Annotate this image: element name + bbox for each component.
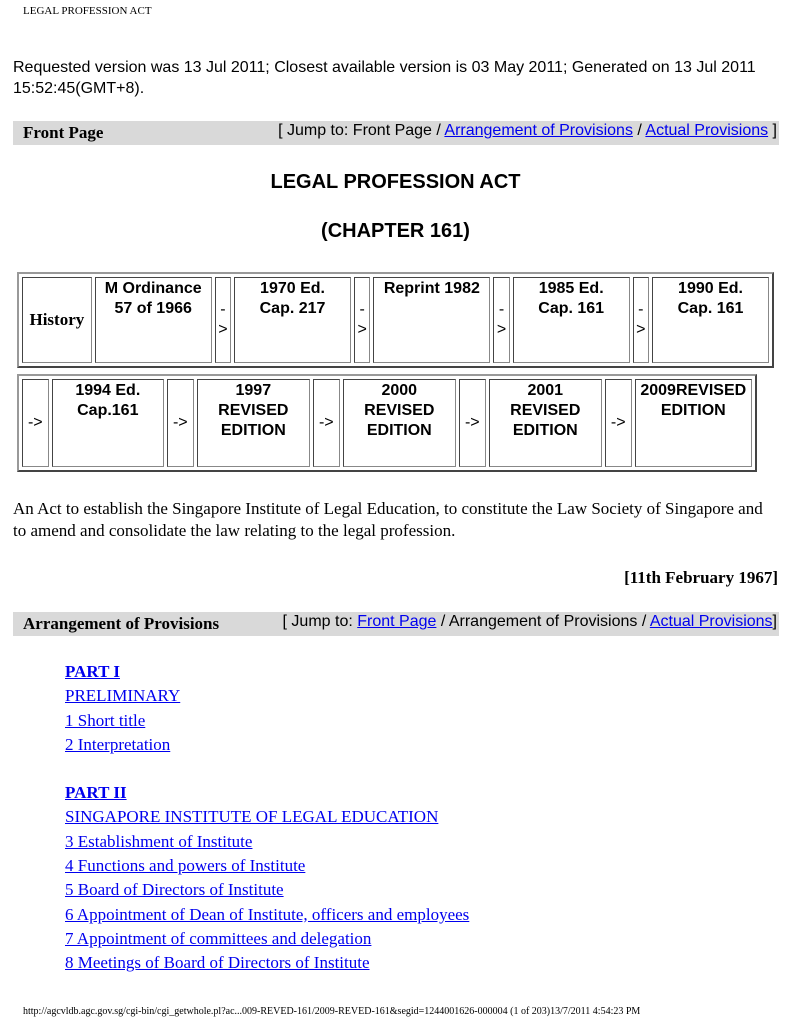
table-of-contents bbox=[65, 660, 765, 976]
arrow-part: - bbox=[638, 301, 644, 318]
history-entry-line: Cap.161 bbox=[77, 402, 139, 419]
history-arrow bbox=[215, 277, 231, 363]
jump-sep: / bbox=[436, 613, 449, 630]
history-table-1 bbox=[17, 272, 774, 368]
history-entry-line: EDITION bbox=[512, 422, 578, 439]
history-entry bbox=[373, 277, 490, 363]
front-jump-nav bbox=[278, 122, 777, 140]
jump-actual-provisions-link[interactable]: Actual Provisions bbox=[645, 122, 769, 139]
arrow-part: - bbox=[498, 301, 505, 318]
history-entry-line: 1990 Ed. bbox=[678, 280, 743, 297]
jump-front-page-current: Front Page bbox=[352, 122, 432, 139]
arrow-part: > bbox=[218, 321, 228, 338]
history-entry-line: EDITION bbox=[660, 402, 726, 419]
history-entry-line: 2009REVISED bbox=[640, 382, 747, 399]
history-entry bbox=[635, 379, 752, 467]
print-footer-url: http://agcvldb.agc.gov.sg/cgi-bin/cgi_getwhole.pl?ac...009-REVED-161/2009-REVED-161&segid=1244001626-000004 (1 of 203)13/7/2011 4:54:23 PM bbox=[23, 1006, 641, 1017]
arrangement-jump-nav bbox=[283, 613, 777, 631]
arrangement-heading: Arrangement of Provisions bbox=[23, 614, 220, 633]
jump-close: ] bbox=[768, 122, 777, 139]
toc-section-4-link[interactable]: 4 Functions and powers of Institute bbox=[65, 856, 306, 876]
history-entry-line: REVISED bbox=[510, 402, 581, 419]
toc-part-2-title-link[interactable]: SINGAPORE INSTITUTE OF LEGAL EDUCATION bbox=[65, 807, 439, 827]
version-note: Requested version was 13 Jul 2011; Closest available version is 03 May 2011; Generated on 13 Jul 2011 15:52:45(GMT+8). bbox=[13, 59, 756, 97]
arrangement-bar bbox=[13, 612, 779, 636]
toc-section-6-link[interactable]: 6 Appointment of Dean of Institute, officers and employees bbox=[65, 904, 470, 924]
history-entry-line: 57 of 1966 bbox=[114, 300, 192, 317]
toc-part-1-link[interactable]: PART I bbox=[65, 662, 120, 681]
jump-arrangement-current: Arrangement of Provisions bbox=[448, 613, 638, 630]
commencement-date: [11th February 1967] bbox=[624, 568, 778, 587]
jump-label: [ Jump to: bbox=[282, 613, 358, 630]
toc-section-8-link[interactable]: 8 Meetings of Board of Directors of Institute bbox=[65, 953, 370, 973]
jump-sep: / bbox=[431, 122, 445, 139]
toc-section-2-link[interactable]: 2 Interpretation bbox=[65, 734, 171, 754]
history-arrow bbox=[354, 277, 370, 363]
history-arrow bbox=[493, 277, 509, 363]
history-arrow: -> bbox=[459, 379, 486, 467]
arrow-part: > bbox=[357, 321, 367, 338]
history-entry bbox=[652, 277, 769, 363]
history-entry bbox=[197, 379, 310, 467]
history-entry-line: M Ordinance bbox=[104, 280, 202, 297]
jump-actual-provisions-link[interactable]: Actual Provisions bbox=[649, 613, 773, 630]
jump-arrangement-link[interactable]: Arrangement of Provisions bbox=[444, 122, 633, 139]
history-arrow: -> bbox=[167, 379, 194, 467]
history-entry bbox=[343, 379, 456, 467]
history-entry-line: EDITION bbox=[220, 422, 286, 439]
front-page-bar bbox=[13, 121, 779, 145]
history-entry bbox=[95, 277, 212, 363]
history-entry-line: 1997 bbox=[235, 382, 272, 399]
history-entry-line: 2001 bbox=[527, 382, 564, 399]
chapter-title: (CHAPTER 161) bbox=[321, 220, 470, 242]
history-entry-line: EDITION bbox=[366, 422, 432, 439]
jump-close: ] bbox=[772, 613, 777, 630]
history-arrow: -> bbox=[313, 379, 340, 467]
toc-section-7-link[interactable]: 7 Appointment of committees and delegation bbox=[65, 928, 372, 948]
arrow-part: > bbox=[636, 321, 646, 338]
toc-part-2-link[interactable]: PART II bbox=[65, 783, 127, 803]
history-entry-line: 2000 bbox=[381, 382, 418, 399]
arrow-part: - bbox=[220, 301, 226, 318]
arrow-part: > bbox=[496, 321, 507, 338]
history-entry bbox=[489, 379, 602, 467]
history-table-2 bbox=[17, 374, 757, 472]
history-arrow: -> bbox=[605, 379, 632, 467]
history-entry-line: 1985 Ed. bbox=[538, 280, 604, 297]
toc-section-5-link[interactable]: 5 Board of Directors of Institute bbox=[65, 880, 284, 900]
history-entry bbox=[234, 277, 351, 363]
print-header-title: LEGAL PROFESSION ACT bbox=[23, 5, 152, 17]
jump-front-page-link[interactable]: Front Page bbox=[357, 613, 437, 630]
history-arrow: -> bbox=[22, 379, 49, 467]
history-entry bbox=[52, 379, 164, 467]
history-entry-line: Cap. 161 bbox=[677, 300, 744, 317]
toc-section-3-link[interactable]: 3 Establishment of Institute bbox=[65, 831, 253, 851]
jump-sep: / bbox=[632, 122, 646, 139]
history-entry-line: Cap. 161 bbox=[538, 300, 605, 317]
history-entry-line: REVISED bbox=[364, 402, 435, 419]
history-entry bbox=[513, 277, 630, 363]
act-long-title: An Act to establish the Singapore Institute of Legal Education, to constitute the Law Society of Singapore and to amend and consolidate the law relating to the legal profession. bbox=[13, 499, 763, 540]
toc-section-1-link[interactable]: 1 Short title bbox=[65, 710, 146, 730]
history-entry-line: REVISED bbox=[218, 402, 289, 419]
act-title: LEGAL PROFESSION ACT bbox=[270, 171, 521, 193]
toc-gap bbox=[65, 757, 765, 781]
history-entry-line: Cap. 217 bbox=[259, 300, 326, 317]
history-entry-line: Reprint 1982 bbox=[383, 280, 480, 297]
toc-part-1-title-link[interactable]: PRELIMINARY bbox=[65, 686, 181, 706]
history-entry-line: 1970 Ed. bbox=[260, 280, 325, 297]
arrow-part: - bbox=[359, 301, 365, 318]
history-label: History bbox=[22, 277, 92, 363]
front-page-heading: Front Page bbox=[23, 123, 104, 142]
history-entry-line: 1994 Ed. bbox=[75, 382, 141, 399]
jump-label: [ Jump to: bbox=[278, 122, 353, 139]
jump-sep: / bbox=[637, 613, 650, 630]
history-arrow bbox=[633, 277, 649, 363]
